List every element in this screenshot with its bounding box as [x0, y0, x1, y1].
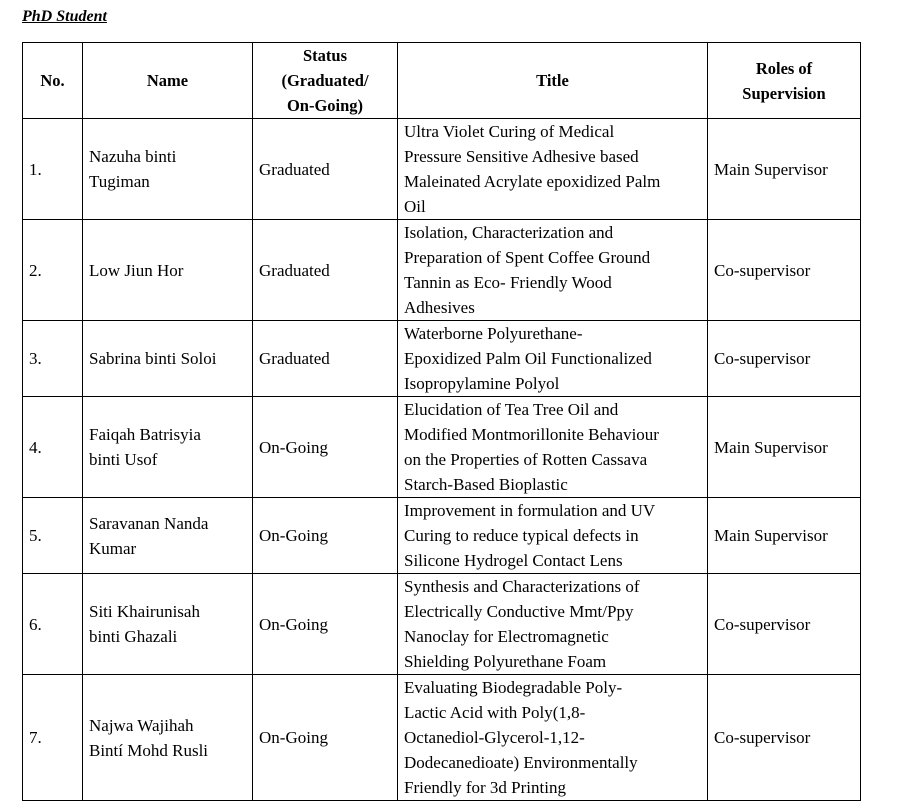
thesis-title-line: Evaluating Biodegradable Poly-	[404, 678, 623, 697]
thesis-title-line: Ultra Violet Curing of Medical	[404, 122, 615, 141]
thesis-title-line: Electrically Conductive Mmt/Ppy	[404, 602, 634, 621]
row-number: 2.	[23, 220, 83, 321]
thesis-title-line: Waterborne Polyurethane-	[404, 324, 583, 343]
supervision-role: Co-supervisor	[708, 574, 861, 675]
student-name-line: binti Usof	[89, 450, 158, 469]
table-header-row	[23, 43, 861, 119]
header-status-line: (Graduated/	[281, 71, 369, 90]
thesis-title-line: Lactic Acid with Poly(1,8-	[404, 703, 586, 722]
student-name-line: binti Ghazali	[89, 627, 178, 646]
student-name-line: Nazuha binti	[89, 147, 177, 166]
table-row	[23, 397, 861, 498]
table-row	[23, 220, 861, 321]
thesis-title-line: Improvement in formulation and UV	[404, 501, 656, 520]
student-name-line: Low Jiun Hor	[89, 260, 184, 280]
student-name-line: Sabrina binti Soloi	[89, 349, 217, 368]
thesis-title-line: Curing to reduce typical defects in	[404, 526, 639, 545]
row-number: 5.	[23, 498, 83, 574]
thesis-title-line: Modified Montmorillonite Behaviour	[404, 425, 659, 444]
thesis-title-line: Octanediol-Glycerol-1,12-	[404, 728, 585, 747]
thesis-title-line: Oil	[404, 197, 426, 216]
thesis-title	[398, 220, 708, 321]
thesis-title-line: Preparation of Spent Coffee Ground	[404, 248, 651, 267]
student-name-line: Najwa Wajihah	[89, 715, 194, 735]
header-role-line: Roles of	[755, 58, 813, 78]
status-cell: On-Going	[253, 675, 398, 801]
row-number: 7.	[23, 675, 83, 801]
thesis-title-line: Isolation, Characterization and	[404, 223, 614, 242]
table-row	[23, 321, 861, 397]
header-role	[708, 43, 861, 119]
header-status	[253, 43, 398, 119]
row-number: 1.	[23, 119, 83, 220]
student-name	[83, 498, 253, 574]
supervision-role: Co-supervisor	[708, 220, 861, 321]
status-cell: On-Going	[253, 574, 398, 675]
thesis-title	[398, 675, 708, 801]
thesis-title-line: Starch-Based Bioplastic	[404, 475, 568, 494]
status-cell: Graduated	[253, 321, 398, 397]
thesis-title	[398, 498, 708, 574]
header-name: Name	[83, 43, 253, 119]
thesis-title-line: Shielding Polyurethane Foam	[404, 652, 607, 671]
thesis-title-line: Tannin as Eco- Friendly Wood	[404, 273, 612, 292]
table-row	[23, 574, 861, 675]
table-row	[23, 119, 861, 220]
phd-supervision-table	[22, 42, 861, 801]
thesis-title	[398, 119, 708, 220]
supervision-role: Main Supervisor	[708, 119, 861, 220]
student-name-line: Saravanan Nanda	[89, 513, 209, 533]
status-cell: Graduated	[253, 220, 398, 321]
section-heading: PhD Student	[22, 8, 107, 25]
header-role-line: Supervision	[742, 83, 826, 103]
thesis-title-line: Dodecanedioate) Environmentally	[404, 753, 638, 772]
thesis-title-line: Friendly for 3d Printing	[404, 778, 566, 797]
thesis-title-line: Epoxidized Palm Oil Functionalized	[404, 349, 652, 368]
thesis-title-line: Adhesives	[404, 298, 475, 317]
thesis-title-line: Isopropylamine Polyol	[404, 374, 560, 393]
thesis-title-line: Nanoclay for Electromagnetic	[404, 627, 609, 646]
thesis-title-line: Silicone Hydrogel Contact Lens	[404, 551, 623, 570]
thesis-title	[398, 321, 708, 397]
student-name	[83, 574, 253, 675]
student-name	[83, 220, 253, 321]
student-name	[83, 397, 253, 498]
supervision-role: Main Supervisor	[708, 397, 861, 498]
table-row	[23, 675, 861, 801]
student-name-line: Siti Khairunisah	[89, 602, 200, 621]
student-name-line: Faiqah Batrisyia	[89, 425, 201, 444]
student-name	[83, 321, 253, 397]
thesis-title-line: Maleinated Acrylate epoxidized Palm	[404, 172, 661, 191]
thesis-title	[398, 574, 708, 675]
row-number: 3.	[23, 321, 83, 397]
supervision-role: Co-supervisor	[708, 675, 861, 801]
thesis-title-line: Synthesis and Characterizations of	[404, 577, 640, 596]
header-no: No.	[23, 43, 83, 119]
thesis-title-line: on the Properties of Rotten Cassava	[404, 450, 648, 469]
header-status-line: Status	[302, 46, 347, 65]
header-title: Title	[398, 43, 708, 119]
supervision-role: Co-supervisor	[708, 321, 861, 397]
student-name	[83, 119, 253, 220]
student-name-line: Tugiman	[89, 172, 150, 191]
thesis-title-line: Elucidation of Tea Tree Oil and	[404, 400, 619, 419]
status-cell: Graduated	[253, 119, 398, 220]
status-cell: On-Going	[253, 397, 398, 498]
student-name-line: Kumar	[89, 538, 137, 558]
student-name-line: Bintí Mohd Rusli	[89, 740, 209, 760]
thesis-title-line: Pressure Sensitive Adhesive based	[404, 147, 639, 166]
status-cell: On-Going	[253, 498, 398, 574]
thesis-title	[398, 397, 708, 498]
header-status-line: On-Going)	[286, 96, 364, 115]
supervision-role: Main Supervisor	[708, 498, 861, 574]
student-name	[83, 675, 253, 801]
row-number: 4.	[23, 397, 83, 498]
row-number: 6.	[23, 574, 83, 675]
table-row	[23, 498, 861, 574]
